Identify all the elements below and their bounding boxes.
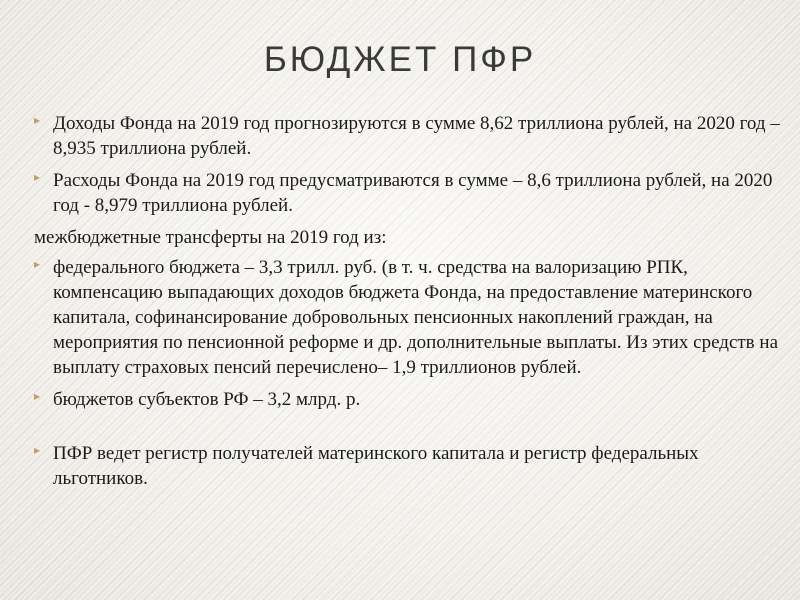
paragraph-text: межбюджетные трансферты на 2019 год из: xyxy=(34,227,387,248)
paragraph-registers xyxy=(34,441,784,491)
paragraph-text: Расходы Фонда на 2019 год предусматриваются в сумме – 8,6 триллиона рублей, на 2020 год - 8,979 триллиона рублей. xyxy=(53,170,773,216)
paragraph-expenses xyxy=(34,168,784,218)
bullet-icon: ▸ xyxy=(34,443,41,457)
bullet-icon: ▸ xyxy=(34,389,41,403)
paragraph-federal-budget xyxy=(34,255,784,380)
paragraph-transfers-heading xyxy=(34,225,784,250)
bullet-icon: ▸ xyxy=(34,170,41,184)
paragraph-text: бюджетов субъектов РФ – 3,2 млрд. р. xyxy=(53,389,361,410)
bullet-icon: ▸ xyxy=(34,113,41,127)
slide-title: БЮДЖЕТ ПФР xyxy=(263,40,537,79)
bullet-icon: ▸ xyxy=(34,257,41,271)
paragraph-regional-budgets xyxy=(34,387,784,412)
paragraph-text: Доходы Фонда на 2019 год прогнозируются в сумме 8,62 триллиона рублей, на 2020 год – 8,935 триллиона рублей. xyxy=(53,113,780,159)
slide-content xyxy=(34,111,784,491)
paragraph-income xyxy=(34,111,784,161)
paragraph-text: ПФР ведет регистр получателей материнского капитала и регистр федеральных льготников. xyxy=(53,443,699,489)
paragraph-text: федерального бюджета – 3,3 трилл. руб. (в т. ч. средства на валоризацию РПК, компенсацию выпадающих доходов бюджета Фонда, на предоставление материнского капитала, софинансирование добровольных пенсионных накоплений граждан, на мероприятия по пенсионной реформе и др. дополнительные выплаты. Из этих средств на выплату страховых пенсий перечислено– 1,9 триллионов рублей. xyxy=(53,257,779,378)
